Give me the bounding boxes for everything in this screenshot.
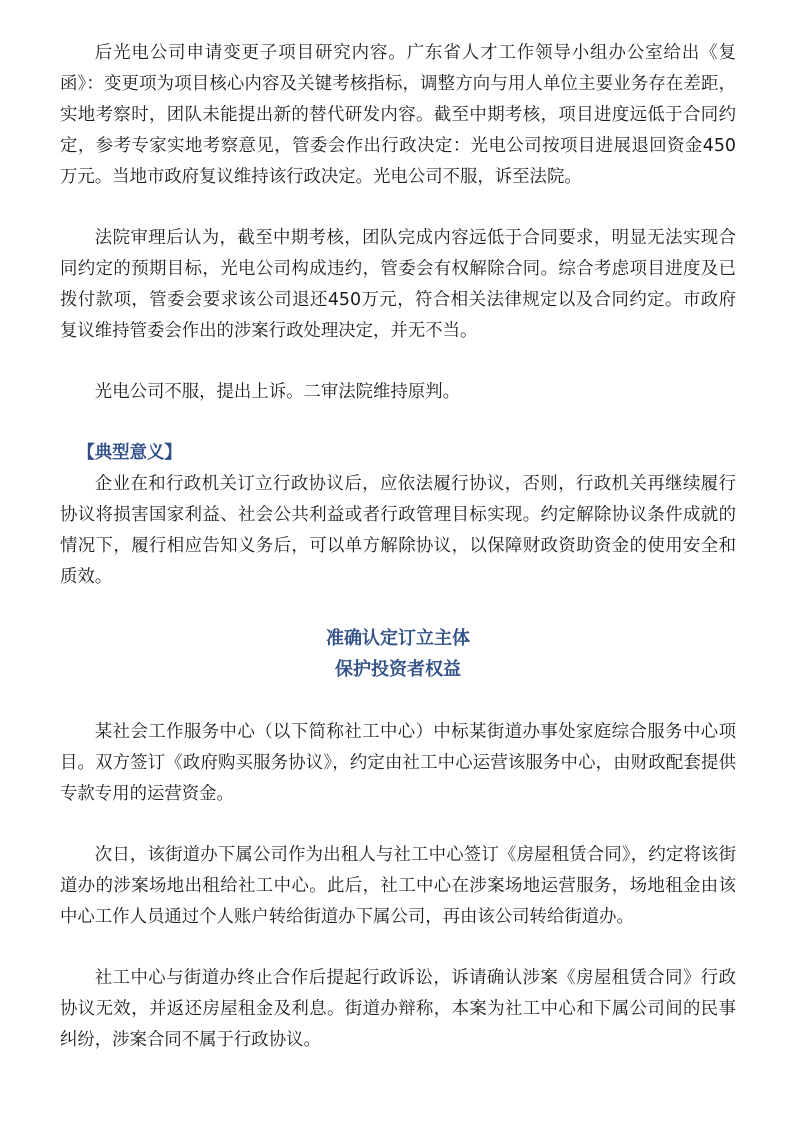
paragraph: 法院审理后认为，截至中期考核，团队完成内容远低于合同要求，明显无法实现合同约定的预期目标，光电公司构成违约，管委会有权解除合同。综合考虑项目进度及已拨付款项，管委会要求该公司退还450万元，符合相关法律规定以及合同约定。市政府复议维持管委会作出的涉案行政处理决定，并无不当。 (60, 228, 736, 341)
paragraph: 光电公司不服，提出上诉。二审法院维持原判。 (94, 382, 461, 402)
paragraph: 社工中心与街道办终止合作后提起行政诉讼，诉请确认涉案《房屋租赁合同》行政协议无效，并返还房屋租金及利息。街道办辩称，本案为社工中心和下属公司间的民事纠纷，涉案合同不属于行政协议。 (60, 968, 736, 1050)
paragraph: 后光电公司申请变更子项目研究内容。广东省人才工作领导小组办公室给出《复函》：变更项为项目核心内容及关键考核指标，调整方向与用人单位主要业务存在差距，实地考察时，团队未能提出新的替代研发内容。截至中期考核，项目进度远低于合同约定，参考专家实地考察意见，管委会作出行政决定：光电公司按项目进展退回资金450万元。当地市政府复议维持该行政决定。光电公司不服，诉至法院。 (60, 43, 736, 187)
case-heading (60, 623, 736, 685)
paragraph: 某社会工作服务中心（以下简称社工中心）中标某街道办事处家庭综合服务中心项目。双方签订《政府购买服务协议》，约定由社工中心运营该服务中心，由财政配套提供专款专用的运营资金。 (60, 722, 736, 804)
case-heading-line-1: 准确认定订立主体 (326, 628, 470, 649)
case-heading-line-2: 保护投资者权益 (335, 659, 461, 680)
article-body (60, 38, 736, 1086)
significance-label: 【典型意义】 (77, 443, 182, 463)
paragraph: 次日，该街道办下属公司作为出租人与社工中心签订《房屋租赁合同》，约定将该街道办的涉案场地出租给社工中心。此后，社工中心在涉案场地运营服务，场地租金由该中心工作人员通过个人账户转给街道办下属公司，再由该公司转给街道办。 (60, 845, 736, 927)
significance-paragraph: 企业在和行政机关订立行政协议后，应依法履行协议，否则，行政机关再继续履行协议将损害国家利益、社会公共利益或者行政管理目标实现。约定解除协议条件成就的情况下，履行相应告知义务后，可以单方解除协议，以保障财政资助资金的使用安全和质效。 (60, 474, 736, 587)
